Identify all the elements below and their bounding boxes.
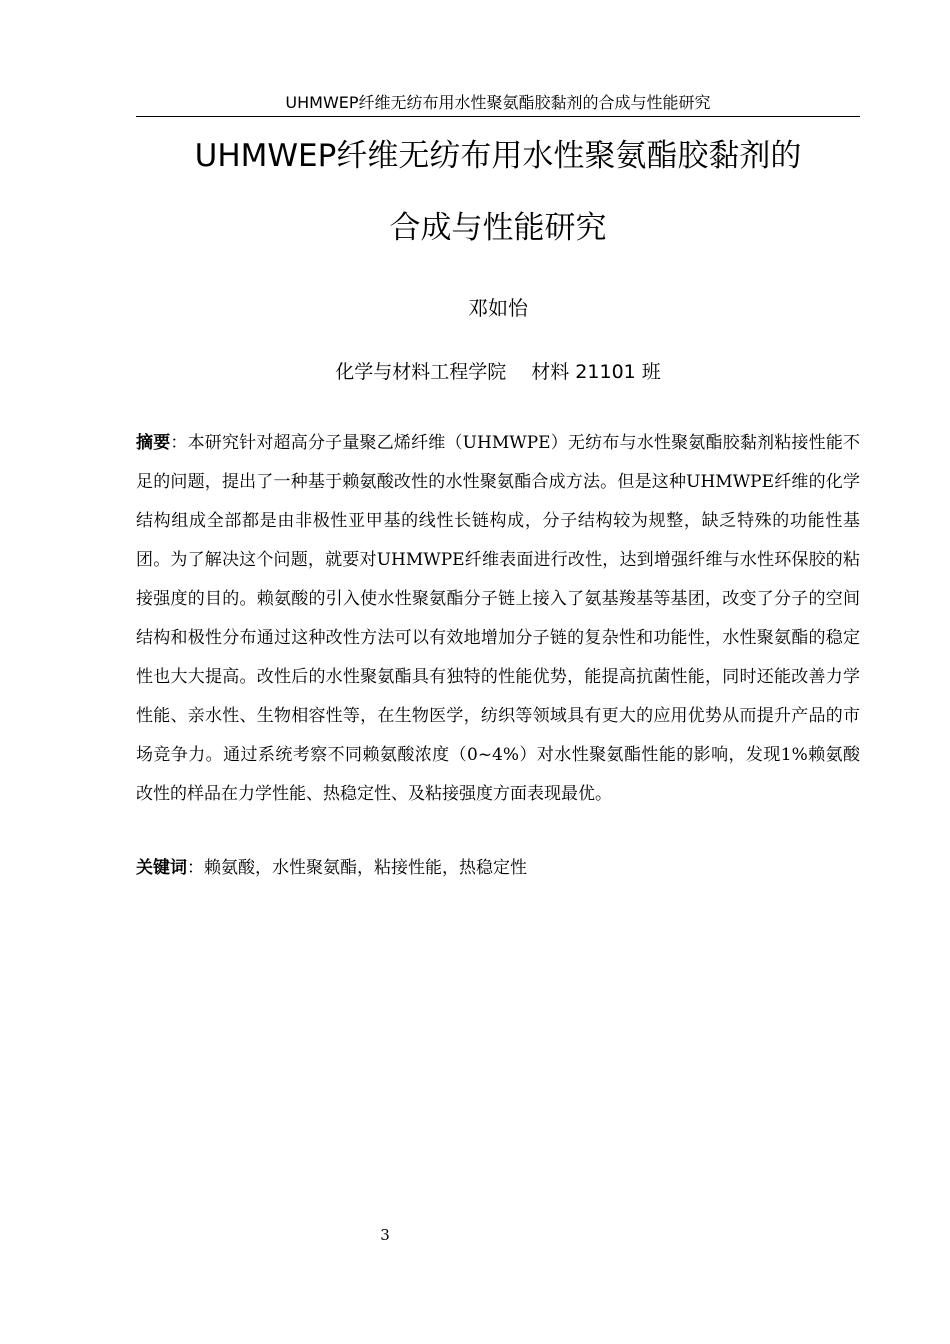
keywords-text: 赖氨酸，水性聚氨酯，粘接性能，热稳定性 [204,858,527,878]
header-rule [136,116,860,117]
abstract-label: 摘要 [136,433,171,453]
paper-title-line-2: 合成与性能研究 [389,210,607,246]
keywords-label: 关键词 [136,858,187,878]
abstract-text: 本研究针对超高分子量聚乙烯纤维（UHMWPE）无纺布与水性聚氨酯胶黏剂粘接性能不足的问题，提出了一种基于赖氨酸改性的水性聚氨酯合成方法。但是这种UHMWPE纤维的化学结构组成全部都是由非极性亚甲基的线性长链构成，分子结构较为规整，缺乏特殊的功能性基团。为了解决这个问题，就要对UHMWPE纤维表面进行改性，达到增强纤维与水性环保胶的粘接强度的目的。赖氨酸的引入使水性聚氨酯分子链上接入了氨基羧基等基团，改变了分子的空间结构和极性分布通过这种改性方法可以有效地增加分子链的复杂性和功能性，水性聚氨酯的稳定性也大大提高。改性后的水性聚氨酯具有独特的性能优势，能提高抗菌性能，同时还能改善力学性能、亲水性、生物相容性等，在生物医学，纺织等领域具有更大的应用优势从而提升产品的市场竞争力。通过系统考察不同赖氨酸浓度（0~4%）对水性聚氨酯性能的影响，发现1%赖氨酸改性的样品在力学性能、热稳定性、及粘接强度方面表现最优。 [136,433,861,804]
running-header: UHMWEP纤维无纺布用水性聚氨酯胶黏剂的合成与性能研究 [285,93,711,112]
page-number: 3 [380,1226,390,1244]
abstract [136,424,860,814]
keywords-separator: ： [187,858,204,878]
keywords [136,851,860,885]
author-affiliation: 化学与材料工程学院 材料 21101 班 [335,361,661,383]
paper-title-line-1: UHMWEP纤维无纺布用水性聚氨酯胶黏剂的 [194,138,802,174]
paper-title [136,138,860,246]
author-name: 邓如怡 [468,296,528,320]
abstract-separator: ： [170,433,188,453]
